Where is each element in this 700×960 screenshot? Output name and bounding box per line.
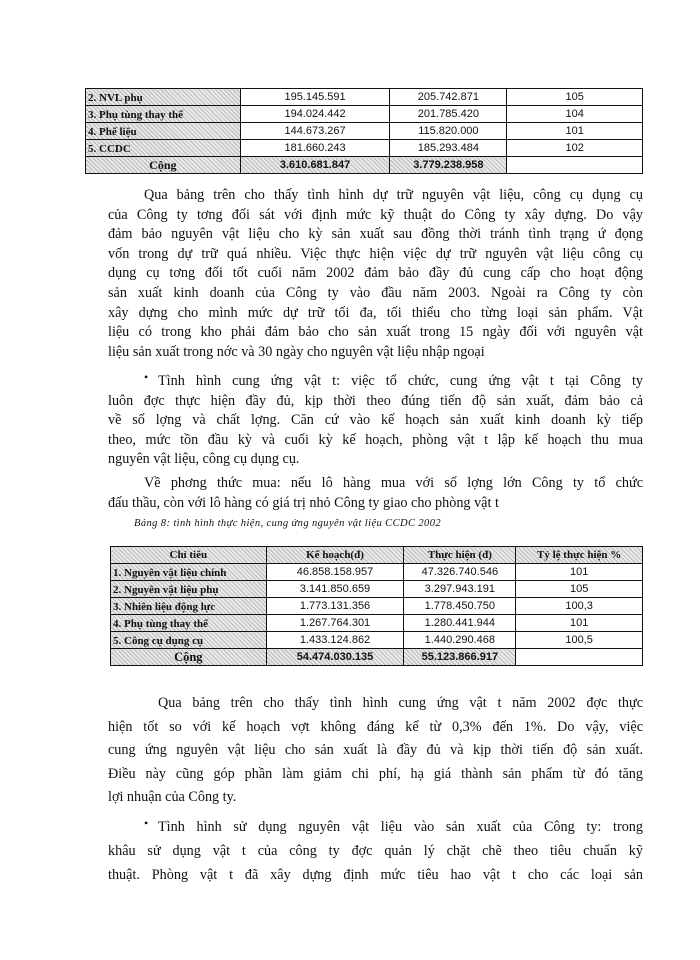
- cell-value: 104: [507, 106, 643, 123]
- total-label: Cộng: [86, 157, 241, 174]
- text-line: sản xuất kinh doanh của Công ty vào đầu năm 2003. Ngoài ra Công ty còn: [108, 284, 643, 301]
- cell-value: 201.785.420: [390, 106, 507, 123]
- text-line: liệu có trong kho phải đảm bảo cho sản xuất trong 15 ngày đối với nguyên vật: [108, 324, 643, 341]
- text-line-content: Tình hình sử dụng nguyên vật liệu vào sản xuất của Công ty: trong: [158, 819, 643, 835]
- text-line: thuật. Phòng vật t đã xây dựng định mức tiêu hao vật t cho các loại sản: [108, 867, 643, 883]
- paragraph-reserve-analysis: [108, 186, 643, 362]
- row-label: 2. Nguyên vật liệu phụ: [111, 581, 267, 598]
- row-label: 4. Phế liệu: [86, 123, 241, 140]
- table-total-row: [86, 157, 643, 174]
- cell-value: 195.145.591: [240, 89, 390, 106]
- cell-value: 185.293.484: [390, 140, 507, 157]
- cell-value: 46.858.158.957: [266, 564, 404, 581]
- table-row: [86, 123, 643, 140]
- table-header-row: [111, 547, 643, 564]
- column-header: Chỉ tiêu: [111, 547, 267, 564]
- cell-value: 105: [516, 581, 643, 598]
- total-label: Cộng: [111, 649, 267, 666]
- text-line: xây dựng cho mình mức dự trữ tối đa, tối thiểu cho từng loại sản phẩm. Vật: [108, 304, 643, 321]
- table-row: [111, 598, 643, 615]
- column-header: Tỷ lệ thực hiện %: [516, 547, 643, 564]
- text-line: [108, 372, 643, 392]
- text-line: luôn đợc thực hiện đầy đủ, kịp thời theo đúng tiến độ sản xuất, đảm bảo cả: [108, 392, 643, 409]
- total-value: [507, 157, 643, 174]
- total-value: 3.779.238.958: [390, 157, 507, 174]
- cell-value: 1.280.441.944: [404, 615, 516, 632]
- cell-value: 1.267.764.301: [266, 615, 404, 632]
- row-label: 3. Nhiên liệu động lực: [111, 598, 267, 615]
- table-row: [111, 632, 643, 649]
- text-line: hiện tốt so với kế hoạch vợt không đáng kể từ 0,3% đến 1%. Do vậy, việc: [108, 718, 643, 735]
- paragraph-supply-status: [108, 372, 643, 470]
- paragraph-purchase-method: [108, 474, 643, 513]
- text-line: Qua bảng trên cho thấy tình hình dự trữ nguyên vật liệu, công cụ dụng cụ: [144, 187, 643, 203]
- table-row: [111, 581, 643, 598]
- paragraph-usage-status: [108, 815, 643, 887]
- cell-value: 1.778.450.750: [404, 598, 516, 615]
- column-header: Kế hoạch(đ): [266, 547, 404, 564]
- bullet-icon: •: [144, 370, 149, 384]
- row-label: 3. Phụ tùng thay thế: [86, 106, 241, 123]
- text-line: đảm bảo nguyên vật liệu cho kỳ sản xuất sau đồng thời tránh tình trạng ứ đọng: [108, 226, 643, 243]
- total-value: 55.123.866.917: [404, 649, 516, 666]
- cell-value: 1.433.124.862: [266, 632, 404, 649]
- text-line: lợi nhuận của Công ty.: [108, 789, 237, 805]
- table-row: [111, 615, 643, 632]
- cell-value: 100,3: [516, 598, 643, 615]
- text-line: theo, mức tồn đầu kỳ và cuối kỳ kế hoạch, phòng vật t lập kế hoạch thu mua: [108, 431, 643, 448]
- table-row: [86, 140, 643, 157]
- text-line: Qua bảng trên cho thấy tình hình cung ứng vật t năm 2002 đợc thực: [158, 695, 643, 711]
- cell-value: 47.326.740.546: [404, 564, 516, 581]
- table-row: [111, 564, 643, 581]
- table-caption: Bảng 8: tình hình thực hiện, cung ứng nguyên vật liệu CCDC 2002: [134, 518, 441, 529]
- row-label: 1. Nguyên vật liệu chính: [111, 564, 267, 581]
- text-line: Về phơng thức mua: nếu lô hàng mua với số lợng lớn Công ty tổ chức: [144, 475, 643, 491]
- reserve-table: [85, 88, 643, 174]
- table-total-row: [111, 649, 643, 666]
- text-line: liệu sản xuất trong nớc và 30 ngày cho nguyên vật liệu nhập ngoại: [108, 343, 485, 360]
- table-row: [86, 106, 643, 123]
- text-line: cung ứng nguyên vật liệu cho sản xuất là đầy đủ và kịp thời tiến độ sản xuất.: [108, 742, 643, 758]
- text-line: về số lợng và chất lợng. Căn cứ vào kế hoạch sản xuất kinh doanh kỳ tiếp: [108, 412, 643, 429]
- cell-value: 105: [507, 89, 643, 106]
- column-header: Thực hiện (đ): [404, 547, 516, 564]
- text-line: khâu sử dụng vật t của công ty đợc quản lý chặt chẽ theo tiêu chuẩn kỹ: [108, 843, 643, 859]
- cell-value: 100,5: [516, 632, 643, 649]
- text-line: của Công ty tơng đối sát với định mức kỹ thuật do Công ty xây dựng. Do vậy: [108, 206, 643, 223]
- cell-value: 194.024.442: [240, 106, 390, 123]
- cell-value: 1.773.131.356: [266, 598, 404, 615]
- total-value: 54.474.030.135: [266, 649, 404, 666]
- row-label: 5. CCDC: [86, 140, 241, 157]
- cell-value: 101: [516, 564, 643, 581]
- cell-value: 3.141.850.659: [266, 581, 404, 598]
- cell-value: 181.660.243: [240, 140, 390, 157]
- cell-value: 205.742.871: [390, 89, 507, 106]
- cell-value: 102: [507, 140, 643, 157]
- cell-value: 115.820.000: [390, 123, 507, 140]
- text-line: vốn trong dự trữ quá nhiều. Việc thực hiện việc dự trữ nguyên vật liệu công cụ: [108, 245, 643, 262]
- supply-table: [110, 546, 643, 666]
- text-line: Điều này cũng góp phần làm giảm chi phí, hạ giá thành sản phẩm từ đó tăng: [108, 765, 643, 782]
- total-value: [516, 649, 643, 666]
- cell-value: 3.297.943.191: [404, 581, 516, 598]
- bullet-icon: •: [144, 816, 149, 830]
- text-line: dụng cụ tơng đối tốt cuối năm 2002 đảm bảo đầy đủ cung cấp cho hoạt động: [108, 265, 643, 282]
- total-value: 3.610.681.847: [240, 157, 390, 174]
- text-line: nguyên vật liệu, công cụ dụng cụ.: [108, 451, 300, 468]
- cell-value: 1.440.290.468: [404, 632, 516, 649]
- text-line-content: Tình hình cung ứng vật t: việc tổ chức, cung ứng vật t tại Công ty: [158, 373, 643, 389]
- row-label: 2. NVL phụ: [86, 89, 241, 106]
- text-line: [108, 815, 643, 839]
- cell-value: 101: [516, 615, 643, 632]
- row-label: 5. Công cụ dụng cụ: [111, 632, 267, 649]
- cell-value: 101: [507, 123, 643, 140]
- table-row: [86, 89, 643, 106]
- paragraph-supply-analysis: [108, 692, 643, 810]
- row-label: 4. Phụ tùng thay thế: [111, 615, 267, 632]
- cell-value: 144.673.267: [240, 123, 390, 140]
- text-line: đấu thầu, còn với lô hàng có giá trị nhỏ Công ty giao cho phòng vật t: [108, 494, 499, 511]
